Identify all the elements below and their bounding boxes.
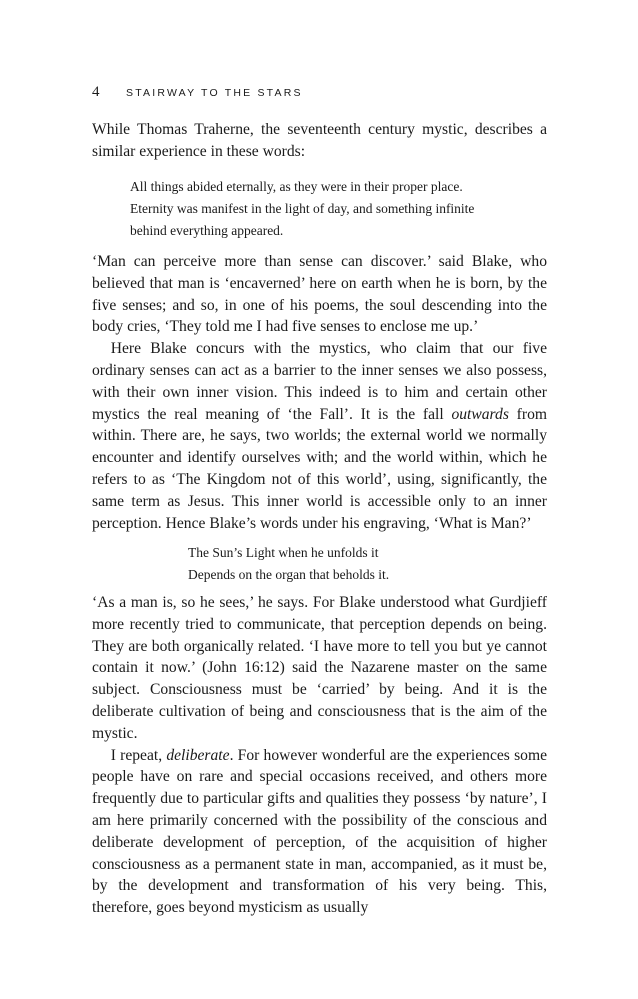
paragraph-as-a-man-is: ‘As a man is, so he sees,’ he says. For Blake understood what Gurdjieff more recently tried to communicate, that perception depends on being. They are both organically related. ‘I have more to tell you but ye cannot contain it now.’ (John 16:12) said the Nazarene master on the same subject. Consciousness must be ‘carried’ by being. And it is the deliberate cultivation of being and consciousness that is the aim of the mystic.: [92, 594, 547, 742]
intro-text: While Thomas Traherne, the seventeenth century mystic, describes a similar experience in these words:: [92, 121, 547, 160]
quote-line: All things abided eternally, as they were in their proper place.: [130, 179, 463, 194]
para4-text-cont: . For however wonderful are the experiences some people have on rare and special occasions received, and others more frequently due to particular gifts and qualities they possess ‘by nature’, I am here primarily concerned with the possibility of the conscious and deliberate development of perception, of the acquisition of higher consciousness as a permanent state in man, accompanied, as it must be, by the development and transformation of his very being. This, therefore, goes beyond mysticism as usually: [92, 746, 547, 917]
quote-line: Eternity was manifest in the light of day, and something infinite: [130, 201, 475, 216]
body-block-1: [92, 251, 547, 534]
body-block-2: [92, 592, 547, 919]
verse-line: The Sun’s Light when he unfolds it: [188, 545, 379, 560]
para2-text-cont: from within. There are, he says, two worlds; the external world we normally encounter and identify ourselves with; and the world within, which he refers to as ‘The Kingdom not of this world’, using, significantly, the same term as Jesus. This inner world is accessible only to an inner perception. Hence Blake’s words under his engraving, ‘What is Man?’: [92, 405, 547, 532]
paragraph-blake-perceive: ‘Man can perceive more than sense can discover.’ said Blake, who believed that man is ‘encaverned’ here on earth when he is born, by the five senses; and so, in one of his poems, the soul descending into the body cries, ‘They told me I had five senses to enclose me up.’: [92, 253, 547, 336]
quote-line: behind everything appeared.: [130, 223, 284, 238]
page-number: 4: [92, 84, 100, 100]
para2-text: Here Blake concurs with the mystics, who claim that our five ordinary senses can act as a barrier to the inner senses we also possess, with their own inner vision. This indeed is to him and certain other mystics the real meaning of ‘the Fall’. It is the fall: [92, 340, 547, 423]
running-header: [92, 83, 303, 102]
verse-line: Depends on the organ that beholds it.: [188, 567, 390, 582]
paragraph-blake-mystics: [92, 338, 547, 534]
paragraph-deliberate: [92, 745, 547, 919]
blake-verse: [188, 542, 518, 586]
emphasis-deliberate: deliberate: [166, 746, 230, 764]
traherne-quote: [130, 176, 530, 242]
emphasis-outwards: outwards: [451, 405, 509, 423]
intro-paragraph: [92, 119, 547, 163]
running-title: STAIRWAY TO THE STARS: [126, 87, 303, 99]
para4-text: I repeat,: [110, 746, 167, 764]
